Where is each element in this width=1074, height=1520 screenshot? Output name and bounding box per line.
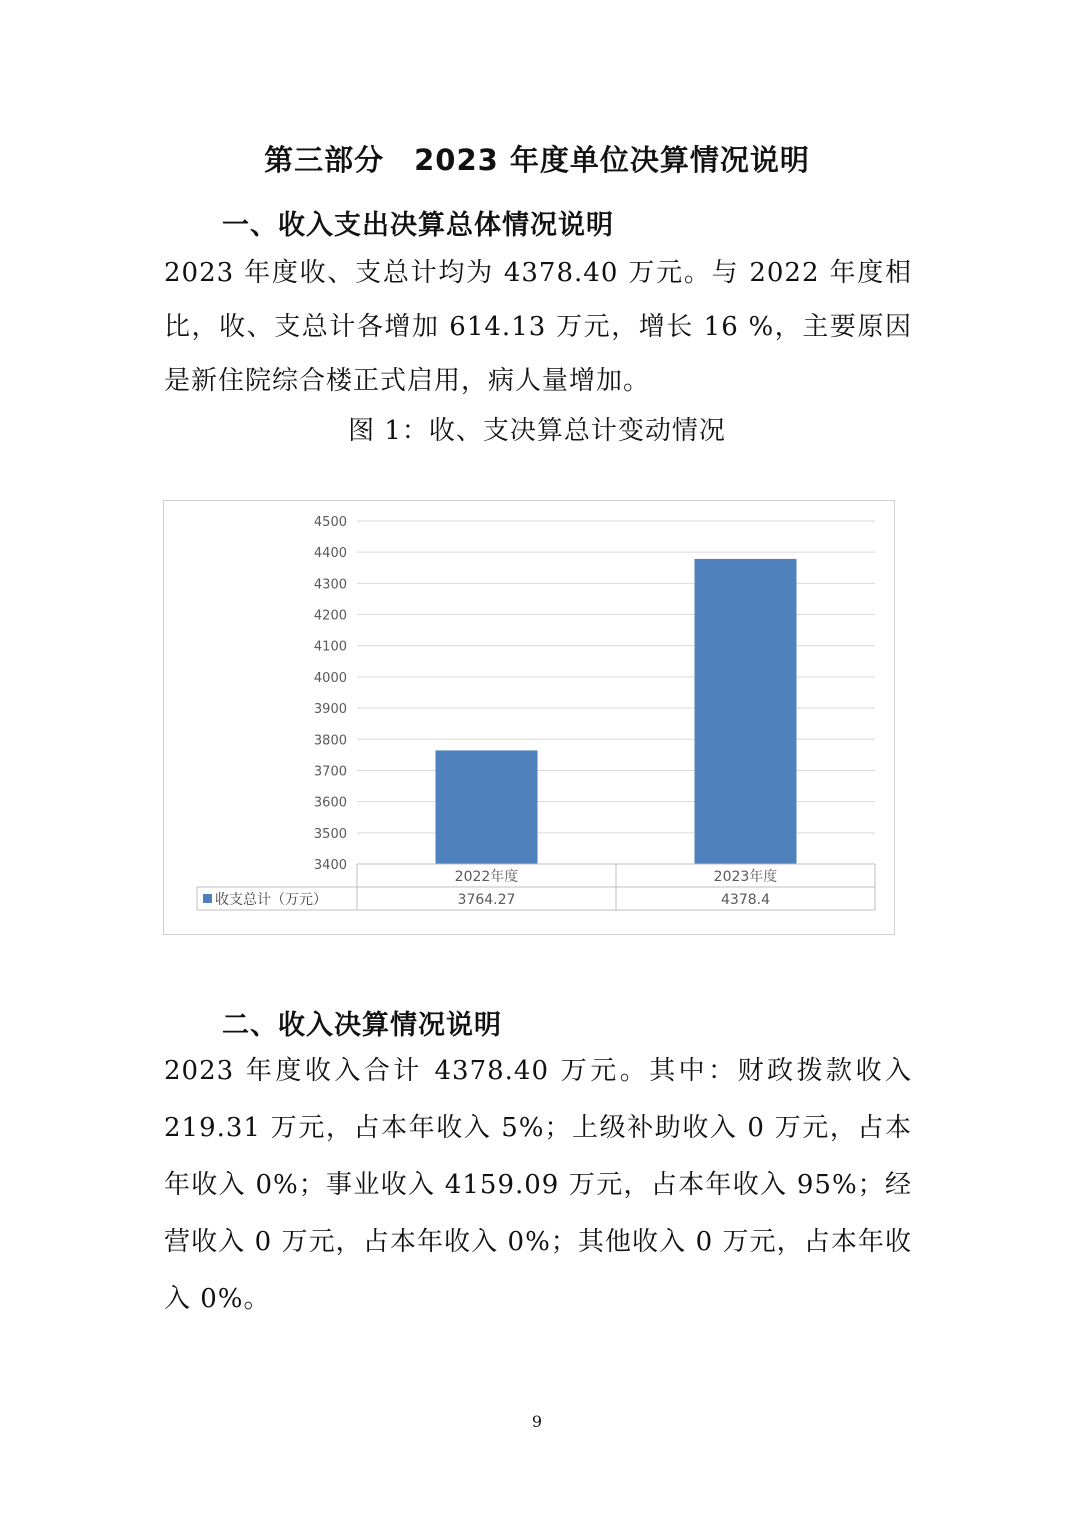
page-number: 9 <box>531 1412 543 1431</box>
y-tick-label: 4200 <box>313 608 347 624</box>
section1-paragraph: 2023 年度收、支总计均为 4378.40 万元。与 2022 年度相比，收、支总计各增加 614.13 万元，增长 16 %，主要原因是新住院综合楼正式启用，病人量增加。 <box>164 258 912 396</box>
y-tick-label: 4300 <box>313 577 347 593</box>
x-category-label: 2023年度 <box>713 869 778 885</box>
data-table-value: 4378.4 <box>721 892 770 908</box>
y-tick-label: 3600 <box>313 795 347 811</box>
legend-label: 收支总计（万元） <box>215 892 327 908</box>
y-tick-label: 3700 <box>313 764 347 780</box>
y-tick-label: 4500 <box>313 515 347 530</box>
y-tick-label: 3800 <box>313 733 347 749</box>
figure-caption: 图 1：收、支决算总计变动情况 <box>348 416 726 446</box>
data-table-value: 3764.27 <box>457 892 516 908</box>
y-tick-label: 4000 <box>313 670 347 686</box>
chart-frame <box>163 500 895 935</box>
legend-swatch <box>203 894 212 903</box>
y-tick-label: 3500 <box>313 826 347 842</box>
y-tick-label: 4100 <box>313 639 347 655</box>
x-category-label: 2022年度 <box>454 869 519 885</box>
section2-heading: 二、收入决算情况说明 <box>222 1010 502 1041</box>
bar <box>436 750 538 864</box>
page-title: 第三部分 2023 年度单位决算情况说明 <box>264 143 810 177</box>
bar-chart <box>164 501 894 934</box>
y-tick-label: 3900 <box>313 702 347 718</box>
section2-paragraph: 2023 年度收入合计 4378.40 万元。其中：财政拨款收入 219.31 万元，占本年收入 5%；上级补助收入 0 万元，占本年收入 0%；事业收入 4159.09 万元，占本年收入 95%；经营收入 0 万元，占本年收入 0%；其他收入 0 万元，占本年收入 0%。 <box>164 1056 912 1314</box>
section1-heading: 一、收入支出决算总体情况说明 <box>222 210 614 241</box>
y-tick-label: 3400 <box>313 858 347 873</box>
bar <box>695 559 797 864</box>
y-tick-label: 4400 <box>313 546 347 562</box>
